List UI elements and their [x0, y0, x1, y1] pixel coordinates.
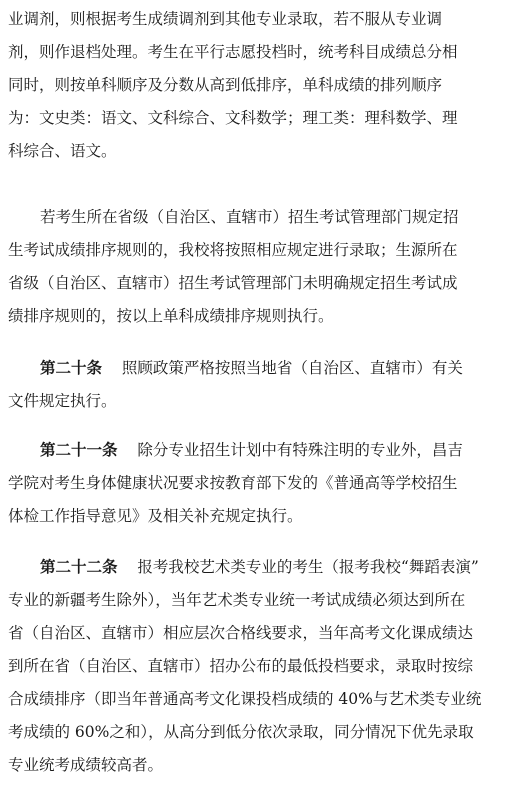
- paragraph-2-line-2: 生考试成绩排序规则的，我校将按照相应规定进行录取；生源所在: [8, 241, 458, 259]
- article-21-heading: 第二十一条: [40, 440, 118, 459]
- article-22-line-7: 专业统考成绩较高者。: [8, 756, 164, 774]
- article-22-line-3: 省（自治区、直辖市）相应层次合格线要求，当年高考文化课成绩达: [8, 624, 474, 642]
- paragraph-1-line-2: 剂，则作退档处理。考生在平行志愿投档时，统考科目成绩总分相: [8, 43, 458, 61]
- paragraph-1-line-5: 科综合、语文。: [8, 142, 117, 160]
- article-22-heading: 第二十二条: [40, 557, 118, 576]
- paragraph-2-line-1: 若考生所在省级（自治区、直辖市）招生考试管理部门规定招: [40, 208, 459, 226]
- paragraph-1-line-4: 为：文史类：语文、文科综合、文科数学；理工类：理科数学、理: [8, 109, 458, 127]
- article-20-line-2: 文件规定执行。: [8, 392, 117, 410]
- paragraph-2-line-3: 省级（自治区、直辖市）招生考试管理部门未明确规定招生考试成: [8, 274, 458, 292]
- article-22-text: 报考我校艺术类专业的考生（报考我校“舞蹈表演”: [137, 558, 479, 576]
- article-22-line-6: 考成绩的 60%之和），从高分到低分依次录取，同分情况下优先录取: [8, 723, 474, 741]
- article-21-line-1: [40, 440, 512, 460]
- article-22-line-1: [40, 557, 512, 577]
- article-22-line-5: 合成绩排序（即当年普通高考文化课投档成绩的 40%与艺术类专业统: [8, 690, 482, 708]
- paragraph-2-line-4: 绩排序规则的，按以上单科成绩排序规则执行。: [8, 307, 334, 325]
- article-20-line-1: [40, 358, 512, 378]
- article-21-line-2: 学院对考生身体健康状况要求按教育部下发的《普通高等学校招生: [8, 474, 458, 492]
- article-22-line-2: 专业的新疆考生除外），当年艺术类专业统一考试成绩必须达到所在: [8, 591, 466, 609]
- paragraph-1-line-1: 业调剂，则根据考生成绩调剂到其他专业录取，若不服从专业调: [8, 10, 443, 28]
- paragraph-1-line-3: 同时，则按单科顺序及分数从高到低排序，单科成绩的排列顺序: [8, 76, 443, 94]
- article-20-text: 照顾政策严格按照当地省（自治区、直辖市）有关: [121, 359, 463, 377]
- article-21-line-3: 体检工作指导意见》及相关补充规定执行。: [8, 507, 303, 525]
- article-22-line-4: 到所在省（自治区、直辖市）招办公布的最低投档要求，录取时按综: [8, 657, 474, 675]
- article-20-heading: 第二十条: [40, 358, 103, 377]
- article-21-text: 除分专业招生计划中有特殊注明的专业外，昌吉: [137, 441, 463, 459]
